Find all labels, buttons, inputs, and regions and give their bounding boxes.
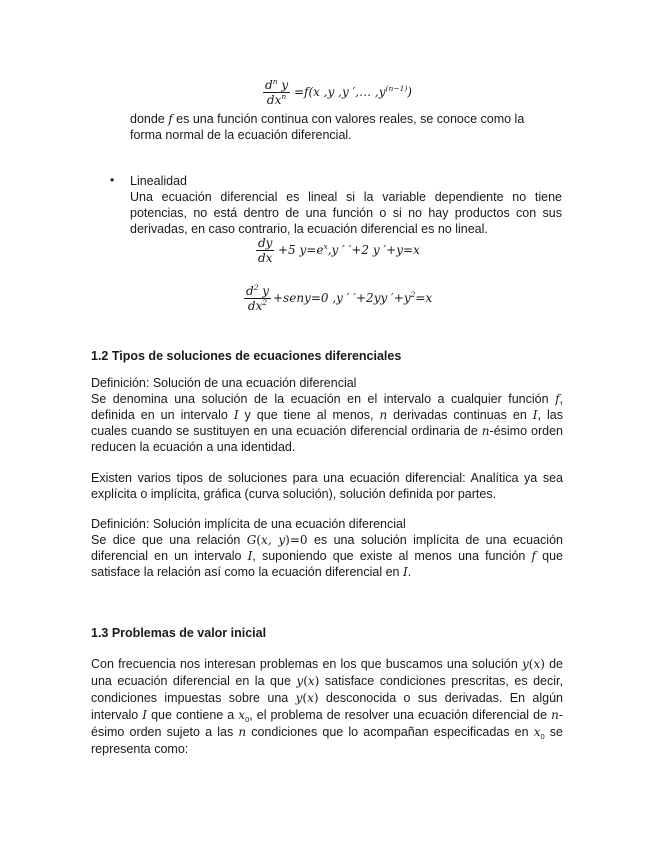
section-1-2-heading: 1.2 Tipos de soluciones de ecuaciones diferenciales <box>91 349 402 363</box>
definition-2-title: Definición: Solución implícita de una ecuación diferencial <box>91 517 406 531</box>
normal-form-rhs: =f(x ,y ,y ′,… $,y^{(n-1)}$) <box>294 84 412 99</box>
definition-1-text: Se denomina una solución de la ecuación en el intervalo a cualquier función f, definida en un intervalo I y que tiene al menos, n derivadas continuas en I, las cuales cuando se sustituyen en una ecuación diferencial ordinaria de n-ésimo orden reducen la ecuación a una identidad. <box>91 392 563 454</box>
linealidad-description: Una ecuación diferencial es lineal si la variable dependiente no tiene potencias, no está dentro de una función o si no hay productos con sus derivadas, en caso contrario, la ecuación diferencial es no lineal. <box>130 190 562 236</box>
section-1-3-heading: 1.3 Problemas de valor inicial <box>91 626 267 640</box>
normal-form-fraction: $d^n$ y $dx^n$ <box>265 77 289 107</box>
linealidad-eq1-fraction: $\frac{dy}{dx}$ <box>258 236 273 265</box>
definition-2-text: Se dice que una relación G(x, y)=0 es una solución implícita de una ecuación diferencial en un intervalo I, suponiendo que existe al menos una función f que satisface la relación así como la ecuación diferencial en I. <box>91 533 563 579</box>
definition-1-title: Definición: Solución de una ecuación diferencial <box>91 376 357 390</box>
bullet-dot: • <box>110 173 115 187</box>
linealidad-eq2-fraction: $\frac{d^2 y}{dx^2}$ <box>246 283 270 313</box>
linealidad-eq1: +5 $y=e^x,y$ ′ ′+2 y ′+y=x <box>278 242 420 257</box>
linealidad-title: Linealidad <box>130 174 187 188</box>
linealidad-eq2: +seny=0 ,y ′ ′+2yy $'+y^2=x$ <box>273 290 433 305</box>
section-1-3-text: Con frecuencia nos interesan problemas en los que buscamos una solución y(x) de una ecuación diferencial en la que y(x) satisface condiciones prescritas, es decir, condiciones impuestas sobre una y(x) desconocida o sus derivadas. En algún intervalo I que contiene a $x_0$, el problema de resolver una ecuación diferencial de n-ésimo orden sujeto a las n condiciones que lo acompañan especificadas en $x_0$ se representa como: <box>91 657 563 756</box>
normal-form-description: donde f es una función continua con valores reales, se conoce como la forma normal de la ecuación diferencial. <box>130 112 525 142</box>
solution-types-text: Existen varios tipos de soluciones para una ecuación diferencial: Analítica ya sea explícita o implícita, gráfica (curva solución), solución definida por partes. <box>91 471 563 501</box>
